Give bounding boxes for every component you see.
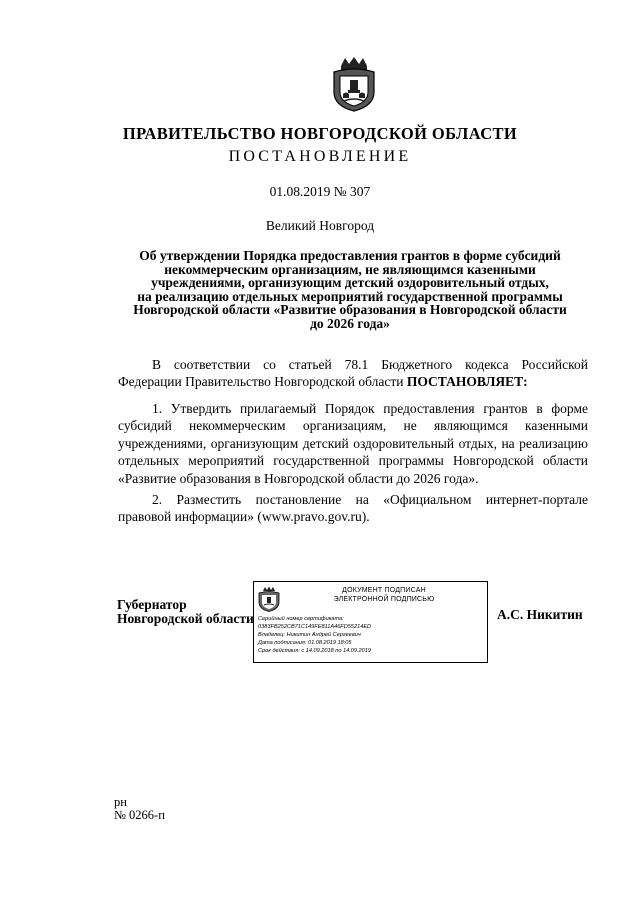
signer-position [117,598,254,625]
stamp-owner: Владелец: Никитин Андрей Сергеевич [258,632,361,638]
stamp-title-line: ДОКУМЕНТ ПОДПИСАН [342,587,426,594]
signer-position-line: Новгородской области [117,610,254,626]
stamp-title-line: ЭЛЕКТРОННОЙ ПОДПИСЬЮ [333,596,435,603]
clause-1-paragraph [118,400,588,487]
subject-line: Об утверждении Порядка предоставления грантов в форме субсидий [139,248,561,263]
clause-1-text: 1. Утвердить прилагаемый Порядок предоставления грантов в форме субсидий некоммерческим организациям, не являющимся казенными учреждениями, организующим детский оздоровительный отдых, на реализацию отдельных мероприятий государственной программы Новгородской области «Развитие образования в Новгородской области до 2026 года». [118,401,588,486]
preamble-paragraph [118,356,588,391]
footer-initials: рн [114,795,127,809]
subject-line: некоммерческим организациям, не являющимся казенными [164,261,536,277]
footer-reference [114,796,165,822]
stamp-title [284,586,484,604]
preamble-text: В соответствии со статьей 78.1 Бюджетного кодекса Российской Федерации Правительство Новгородской области [118,357,588,390]
coat-of-arms-icon [331,56,377,112]
electronic-signature-stamp [253,581,488,663]
document-type: ПОСТАНОВЛЕНИЕ [228,148,412,165]
subject-line: учреждениями, организующим детский оздоровительный отдых, [151,275,549,290]
signer-position-line: Губернатор [117,597,187,612]
coat-of-arms-icon [258,586,280,612]
stamp-validity: Срок действия: с 14.09.2018 по 14.09.2019 [258,648,371,654]
clause-2-paragraph [118,491,588,526]
document-date-number: 01.08.2019 № 307 [269,184,371,199]
subject-line: до 2026 года» [310,315,390,331]
stamp-cert-label: Серийный номер сертификата: [258,616,344,622]
document-subject [100,249,600,330]
document-place: Великий Новгород [265,218,375,233]
signer-name: А.С. Никитин [497,607,583,622]
footer-number: № 0266-п [114,808,165,822]
stamp-signed-date: Дата подписания: 01.08.2019 18:05 [258,640,352,646]
resolves-word: ПОСТАНОВЛЯЕТ: [406,374,528,390]
clause-2-text: 2. Разместить постановление на «Официальном интернет-портале правовой информации» (www.pravo.gov.ru). [118,492,588,525]
government-title: ПРАВИТЕЛЬСТВО НОВГОРОДСКОЙ ОБЛАСТИ [122,124,518,143]
subject-line: на реализацию отдельных мероприятий государственной программы [137,288,563,304]
subject-line: Новгородской области «Развитие образования в Новгородской области [133,302,567,317]
stamp-cert-number: 0383FB252CB71C149FE811A46FD55214ED [258,624,372,630]
stamp-details [258,615,371,655]
